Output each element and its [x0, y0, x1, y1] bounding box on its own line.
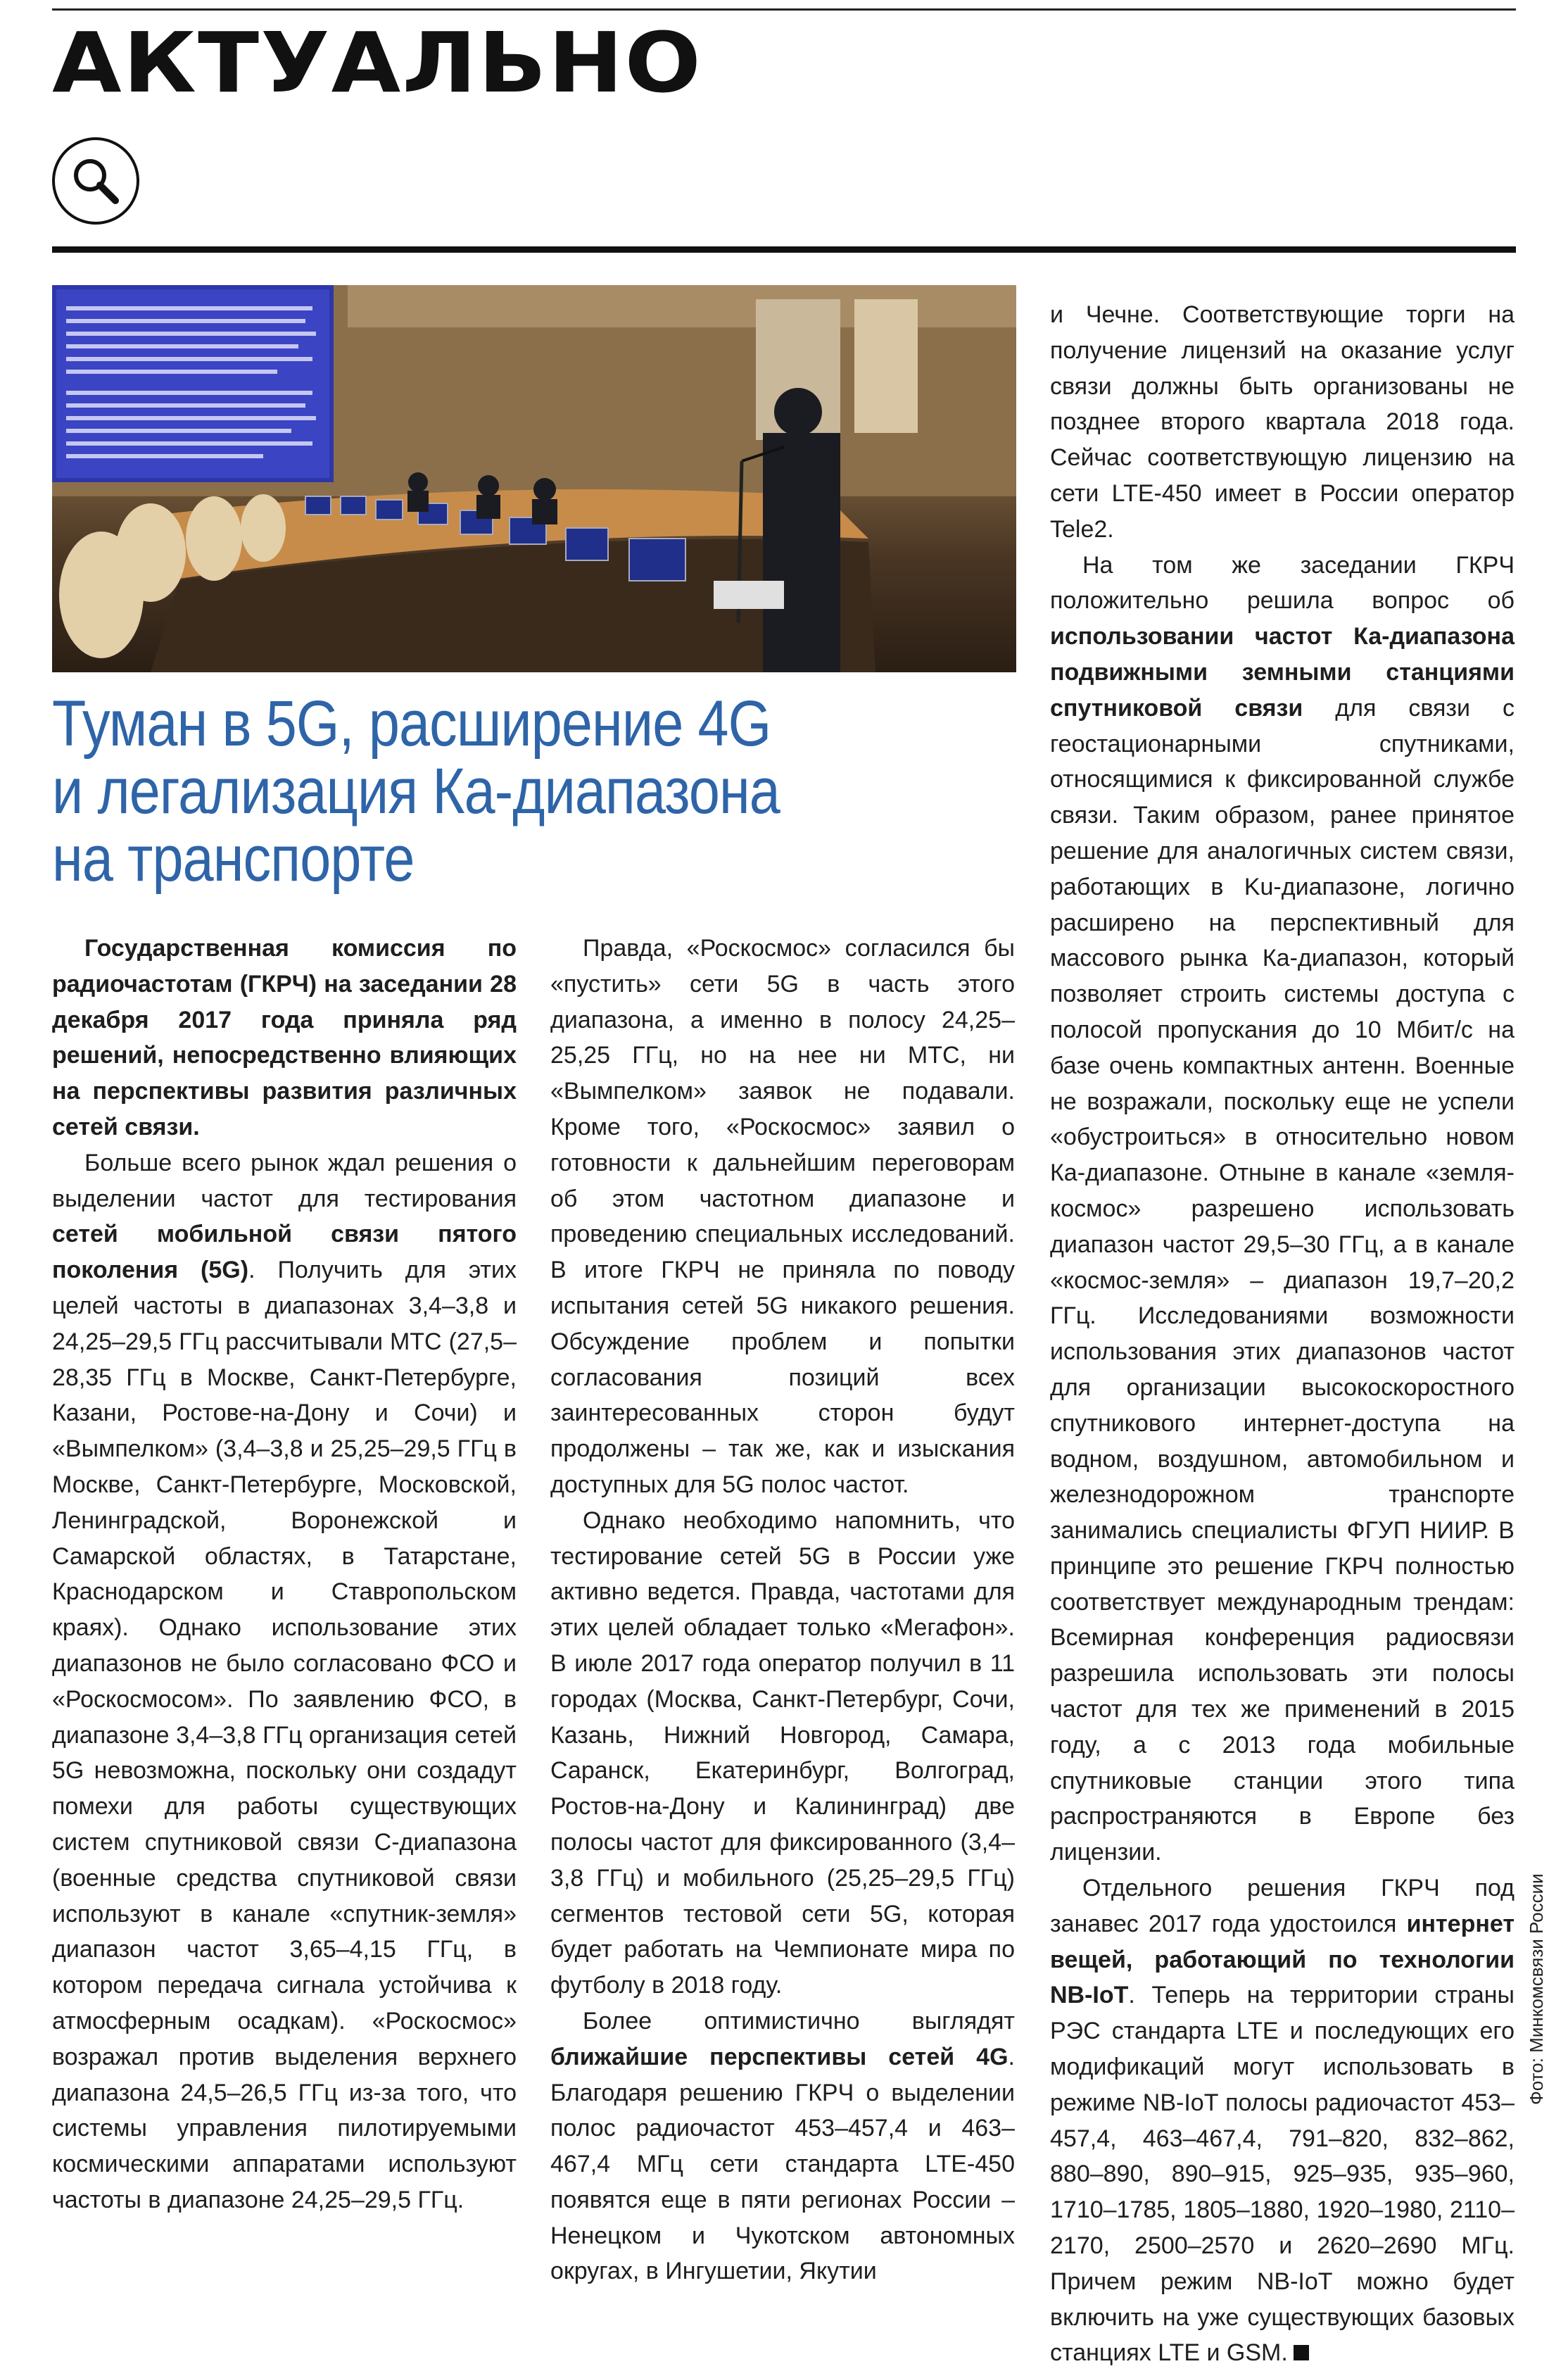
text-span: . Благодаря решению ГКРЧ о выделении полос радиочастот 453–457,4 и 463–467,4 МГц сети стандарта LTE-450 появятся еще в пяти регионах России – Ненецком и Чукотском автономных округах, в Ингушетии, Якутии: [550, 2043, 1015, 2285]
paragraph: и Чечне. Соответствующие торги на получение лицензий на оказание услуг связи должны быть организованы не позднее второго квартала 2018 года. Сейчас соответствующую лицензию на сети LTE-450 имеет в России оператор Tele2.: [1050, 301, 1515, 543]
article-headline: [52, 690, 887, 893]
photo-credit: Фото: Минкомсвязи России: [1526, 1873, 1547, 2105]
section-title: АКТУАЛЬНО: [52, 14, 703, 111]
headline-line-1: Туман в 5G, расширение 4G: [52, 688, 771, 760]
bold-span: ближайшие перспективы сетей 4G: [550, 2043, 1009, 2070]
bold-span: сетей мобильной связи пятого поколения (5G): [52, 1221, 517, 1284]
text-span: . Получить для этих целей частоты в диапазонах 3,4–3,8 и 24,25–29,5 ГГц рассчитывали МТС (27,5–28,35 ГГц в Москве, Санкт-Петербурге, Казани, Ростове-на-Дону и Сочи) и «Вымпелком» (3,4–3,8 и 25,25–29,5 ГГц в Москве, Санкт-Петербурге, Московской, Ленинградской, Воронежской и Самарской областях, в Татарстане, Краснодарском и Ставропольском краях). Однако использование этих диапазонов не было согласовано ФСО и «Роскосмосом». По заявлению ФСО, в диапазоне 3,4–3,8 ГГц организация сетей 5G невозможна, поскольку они создадут помехи для работы существующих систем спутниковой связи С-диапазона (военные средства спутниковой связи используют в канале «спутник-земля» диапазон частот 3,65–4,15 ГГц, в котором передача сигнала устойчива к атмосферным осадкам). «Роскосмос» возражал против выделения верхнего диапазона 24,5–26,5 ГГц из-за того, что системы управления пилотируемыми космическими аппаратами используют частоты в диапазоне 24,25–29,5 ГГц.: [52, 1257, 517, 2213]
paragraph: [550, 2004, 1015, 2289]
headline-line-3: на транспорте: [52, 823, 415, 895]
text-span: Больше всего рынок ждал решения о выделении частот для тестирования: [52, 1149, 517, 1212]
paragraph: [52, 1145, 517, 2218]
lead-text: Государственная комиссия по радиочастотам (ГКРЧ) на заседании 28 декабря 2017 года приняла ряд решений, непосредственно влияющих на перспективы развития различных сетей связи.: [52, 935, 517, 1140]
text-span: На том же заседании ГКРЧ положительно решила вопрос об: [1050, 551, 1515, 615]
article-column-2: [550, 931, 1015, 2289]
meeting-photo: [52, 285, 1016, 672]
search-icon[interactable]: [52, 137, 139, 225]
lead-paragraph: [52, 931, 517, 1145]
headline-line-2: и легализация Ка-диапазона: [52, 755, 780, 827]
paragraph: [1050, 548, 1515, 1870]
bold-span: использовании частот Ка-диапазона подвижными земными станциями спутниковой связи: [1050, 623, 1515, 722]
article-column-1: [52, 931, 517, 2218]
header-divider: [52, 246, 1516, 253]
top-rule: [52, 8, 1516, 11]
paragraph: Однако необходимо напомнить, что тестирование сетей 5G в России уже активно ведется. Правда, частотами для этих целей обладает только «Мегафон». В июле 2017 года оператор получил в 11 городах (Москва, Санкт-Петербург, Сочи, Казань, Нижний Новгород, Самара, Саранск, Екатеринбург, Волгоград, Ростов-на-Дону и Калининград) две полосы частот для фиксированного (3,4–3,8 ГГц) и мобильного (25,25–29,5 ГГц) сегментов тестовой сети 5G, которая будет работать на Чемпионате мира по футболу в 2018 году.: [550, 1507, 1015, 1999]
text-span: . Теперь на территории страны РЭС стандарта LTE и последующих его модификаций могут использовать в режиме NB-IoT полосы радиочастот 453–457,4, 463–467,4, 791–820, 832–862, 880–890, 890–915, 925–935, 935–960, 1710–1785, 1805–1880, 1920–1980, 2110–2170, 2500–2570 и 2620–2690 МГц. Причем режим NB-IoT можно будет включить на уже существующих базовых станциях LTE и GSM.: [1050, 1982, 1515, 2367]
magnifier-glyph: [68, 153, 124, 209]
article-column-3: [1050, 297, 1515, 2371]
end-of-article-mark: [1294, 2345, 1309, 2360]
text-span: Более оптимистично выглядят: [583, 2007, 1015, 2034]
text-span: Отдельного решения ГКРЧ под занавес 2017 года удостоился: [1050, 1875, 1515, 1937]
paragraph: [1050, 1870, 1515, 2371]
text-span: для связи с геостационарными спутниками, относящимися к фиксированной службе связи. Таким образом, ранее принятое решение для аналогичных систем связи, работающих в Ku-диапазоне, логично расширено на перспективный для массового рынка Ка-диапазон, который позволяет строить системы доступа с полосой пропускания до 10 Мбит/с на базе очень компактных антенн. Военные не возражали, поскольку еще не успели «обустроиться» в относительно новом Ка-диапазоне. Отныне в канале «земля-космос» разрешено использовать диапазон частот 29,5–30 ГГц, а в канале «космос-земля» – диапазон 19,7–20,2 ГГц. Исследованиями возможности использования этих диапазонов частот для организации высокоскоростного спутникового интернет-доступа на водном, воздушном, автомобильном и железнодорожном транспорте занимались специалисты ФГУП НИИР. В принципе это решение ГКРЧ полностью соответствует международным трендам: Всемирная конференция радиосвязи разрешила использовать эти полосы частот для тех же применений в 2015 году, а с 2013 года мобильные спутниковые станции этого типа распространяются в Европе без лицензии.: [1050, 694, 1515, 1866]
bold-span: интернет вещей, работающий по технологии NB-IoT: [1050, 1910, 1515, 2009]
paragraph: Правда, «Роскосмос» согласился бы «пустить» сети 5G в часть этого диапазона, а именно в полосу 24,25–25,25 ГГц, но на нее ни МТС, ни «Вымпелком» заявок не подавали. Кроме того, «Роскосмос» заявил о готовности к дальнейшим переговорам об этом частотном диапазоне и проведению специальных исследований. В итоге ГКРЧ не приняла по поводу испытания сетей 5G никакого решения. Обсуждение проблем и попытки согласования позиций всех заинтересованных сторон будут продолжены – так же, как и изыскания доступных для 5G полос частот.: [550, 935, 1015, 1498]
